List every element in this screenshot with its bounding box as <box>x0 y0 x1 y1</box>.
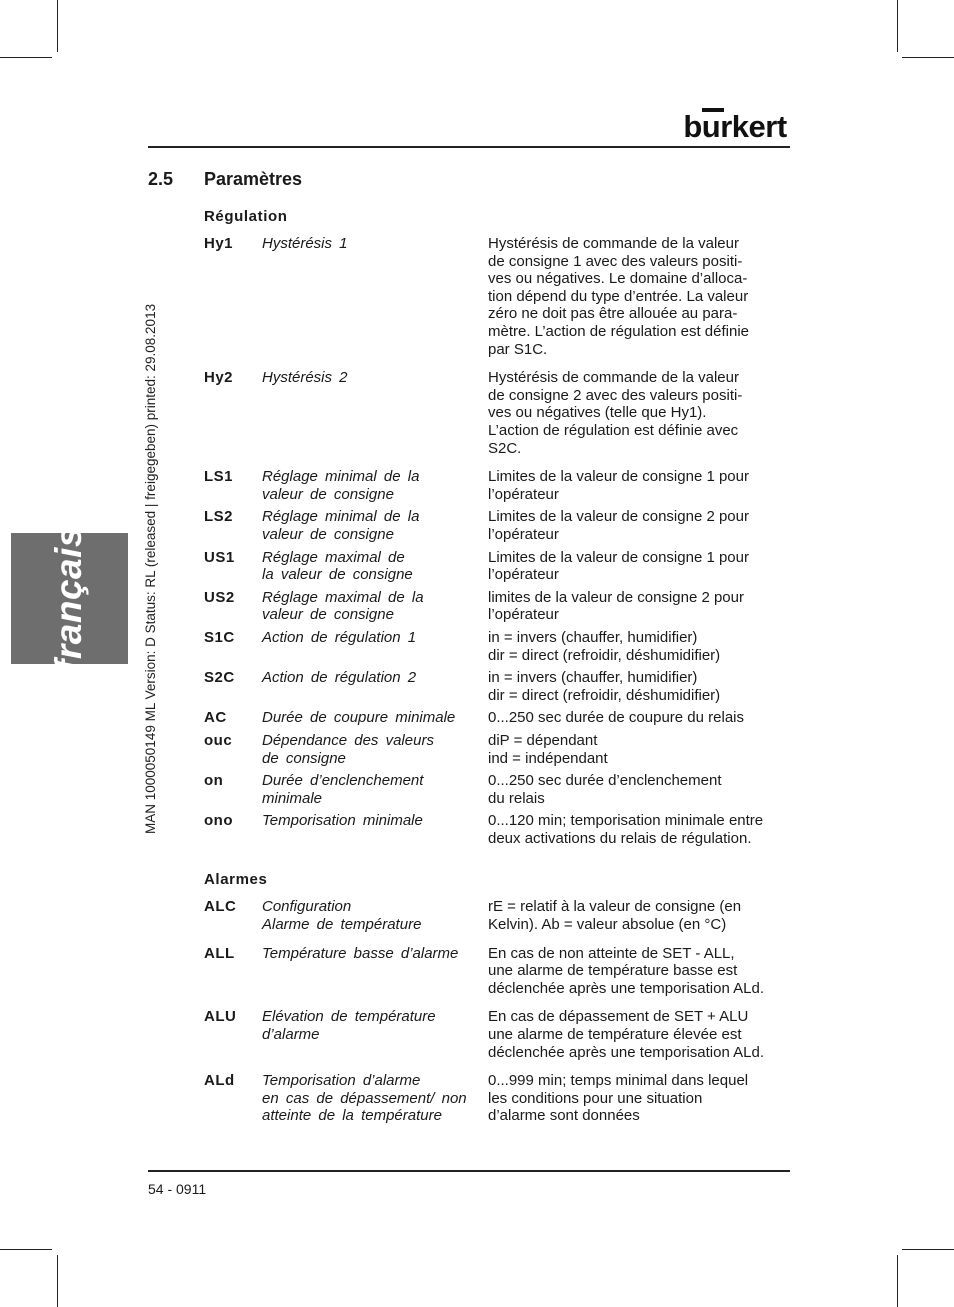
parameter-name-line: Réglage maximal de <box>262 548 405 566</box>
parameter-name-line: Temporisation minimale <box>262 812 423 830</box>
parameter-name-line: minimale <box>262 789 323 807</box>
parameter-name-line: Elévation de température <box>262 1008 436 1026</box>
crop-mark <box>897 0 898 52</box>
parameter-name-line: Hystérésis 1 <box>262 235 348 252</box>
parameter-description-line: zéro ne doit pas être allouée au para- <box>488 305 738 323</box>
parameter-name <box>262 709 487 727</box>
parameter-description-line: in = invers (chauffer, humidifier) <box>488 628 698 646</box>
parameter-description <box>488 898 790 933</box>
parameter-description-line: Hystérésis de commande de la valeur <box>488 369 739 387</box>
parameter-row <box>204 945 794 998</box>
parameter-description-line: L’action de régulation est définie avec <box>488 421 739 439</box>
parameter-row <box>204 669 794 704</box>
parameter-name <box>262 468 487 503</box>
parameter-code: AC <box>204 709 227 727</box>
parameter-name-line: valeur de consigne <box>262 485 394 503</box>
parameter-code: US2 <box>204 588 235 606</box>
parameter-description-line: les conditions pour une situation <box>488 1089 703 1107</box>
parameter-name-line: en cas de dépassement/ non <box>262 1089 467 1107</box>
parameter-description <box>488 235 790 358</box>
parameter-name <box>262 549 487 584</box>
parameter-row <box>204 369 794 457</box>
parameter-code: ALC <box>204 898 237 916</box>
parameter-code: ALL <box>204 944 235 962</box>
parameter-description-line: rE = relatif à la valeur de consigne (en <box>488 898 742 916</box>
parameter-description <box>488 589 790 624</box>
parameter-row <box>204 629 794 664</box>
parameter-description-line: 0...250 sec durée d’enclenchement <box>488 772 722 790</box>
parameter-code: on <box>204 772 224 790</box>
parameter-description-line: dir = direct (refroidir, déshumidifier) <box>488 686 721 704</box>
crop-mark <box>902 1249 954 1250</box>
parameter-name <box>262 589 487 624</box>
parameter-name-line: Action de régulation 2 <box>262 669 417 687</box>
burkert-logo <box>680 108 790 140</box>
parameter-name <box>262 508 487 543</box>
parameter-description-line: l’opérateur <box>488 606 559 624</box>
parameter-name-line: Température basse d’alarme <box>262 944 459 962</box>
parameter-description-line: Kelvin). Ab = valeur absolue (en °C) <box>488 916 727 934</box>
parameter-description-line: du relais <box>488 789 545 807</box>
parameter-name <box>262 898 487 933</box>
parameter-description <box>488 508 790 543</box>
parameter-name-line: Hystérésis 2 <box>262 369 348 387</box>
footer-rule <box>148 1170 790 1172</box>
parameter-description <box>488 629 790 664</box>
parameter-name <box>262 369 487 387</box>
parameter-description-line: ind = indépendant <box>488 749 608 767</box>
parameter-row <box>204 1072 794 1125</box>
parameter-description-line: de consigne 1 avec des valeurs positi- <box>488 252 743 270</box>
parameter-description <box>488 549 790 584</box>
parameter-description-line: deux activations du relais de régulation. <box>488 829 752 847</box>
parameter-code: LS1 <box>204 468 234 486</box>
parameter-name-line: la valeur de consigne <box>262 566 413 584</box>
parameter-name-line: Action de régulation 1 <box>262 628 417 646</box>
parameter-name <box>262 235 487 253</box>
parameter-description-line: 0...250 sec durée de coupure du relais <box>488 709 745 727</box>
parameter-description-line: diP = dépendant <box>488 731 598 749</box>
parameter-code: ono <box>204 812 233 830</box>
parameter-code: Hy1 <box>204 235 234 252</box>
parameter-name <box>262 1008 487 1043</box>
parameter-row <box>204 898 794 933</box>
parameter-row <box>204 549 794 584</box>
parameter-name-line: Durée d’enclenchement <box>262 772 424 790</box>
parameter-description-line: 0...120 min; temporisation minimale entre <box>488 812 764 830</box>
parameter-name <box>262 1072 487 1125</box>
parameter-description <box>488 772 790 807</box>
language-tab <box>11 526 128 672</box>
parameter-description <box>488 732 790 767</box>
parameter-name-line: d’alarme <box>262 1026 320 1044</box>
parameter-description-line: par S1C. <box>488 340 548 358</box>
parameter-description <box>488 1008 790 1061</box>
parameter-code: ALd <box>204 1072 235 1090</box>
parameter-description-line: une alarme de température élevée est <box>488 1026 742 1044</box>
parameter-row <box>204 468 794 503</box>
parameter-code: ALU <box>204 1008 237 1026</box>
parameter-row <box>204 812 794 847</box>
parameter-name-line: de consigne <box>262 749 346 767</box>
parameter-description-line: Limites de la valeur de consigne 1 pour <box>488 468 749 486</box>
parameter-description-line: ves ou négatives. Le domaine d’alloca- <box>488 270 748 288</box>
parameter-name-line: Durée de coupure minimale <box>262 709 456 727</box>
parameter-description-line: l’opérateur <box>488 525 559 543</box>
parameter-description-line: mètre. L’action de régulation est définie <box>488 322 749 340</box>
parameter-description-line: Limites de la valeur de consigne 1 pour <box>488 548 749 566</box>
crop-mark <box>0 57 52 58</box>
parameter-list <box>204 207 794 1125</box>
parameter-name <box>262 732 487 767</box>
parameter-name <box>262 945 487 963</box>
parameter-description <box>488 812 790 847</box>
parameter-name-line: Dépendance des valeurs <box>262 731 434 749</box>
parameter-description <box>488 369 790 457</box>
parameter-description-line: Hystérésis de commande de la valeur <box>488 235 739 252</box>
group-title: Régulation <box>204 208 288 225</box>
parameter-description-line: En cas de dépassement de SET + ALU <box>488 1008 749 1026</box>
parameter-code: Hy2 <box>204 369 234 387</box>
parameter-description-line: dir = direct (refroidir, déshumidifier) <box>488 646 721 664</box>
parameter-description-line: limites de la valeur de consigne 2 pour <box>488 588 744 606</box>
parameter-description-line: de consigne 2 avec des valeurs positi- <box>488 386 743 404</box>
parameter-name-line: valeur de consigne <box>262 525 394 543</box>
parameter-name <box>262 772 487 807</box>
crop-mark <box>57 1255 58 1307</box>
parameter-code: S2C <box>204 669 235 687</box>
language-tab-label: français <box>48 526 89 672</box>
parameter-description-line: l’opérateur <box>488 485 559 503</box>
parameter-name-line: Réglage maximal de la <box>262 588 424 606</box>
parameter-description-line: déclenchée après une temporisation ALd. <box>488 979 765 997</box>
parameter-row <box>204 709 794 727</box>
parameter-row <box>204 235 794 358</box>
crop-mark <box>57 0 58 52</box>
parameter-description <box>488 1072 790 1125</box>
parameter-name <box>262 629 487 647</box>
parameter-description-line: 0...999 min; temps minimal dans lequel <box>488 1072 749 1090</box>
parameter-row <box>204 732 794 767</box>
parameter-row <box>204 772 794 807</box>
parameter-description-line: in = invers (chauffer, humidifier) <box>488 669 698 687</box>
parameter-name-line: Alarme de température <box>262 916 422 934</box>
document-meta: MAN 1000050149 ML Version: D Status: RL (released | freigegeben) printed: 29.08.2013 <box>143 303 158 834</box>
crop-mark <box>902 57 954 58</box>
header-rule <box>148 146 790 148</box>
parameter-description-line: une alarme de température basse est <box>488 962 738 980</box>
parameter-description-line: ves ou négatives (telle que Hy1). <box>488 404 707 422</box>
section-title: Paramètres <box>204 169 303 189</box>
parameter-description-line: l’opérateur <box>488 566 559 584</box>
parameter-name-line: atteinte de la température <box>262 1107 442 1125</box>
parameter-name-line: Temporisation d’alarme <box>262 1072 421 1090</box>
group-title: Alarmes <box>204 871 268 889</box>
parameter-description <box>488 468 790 503</box>
parameter-row <box>204 508 794 543</box>
parameter-description-line: Limites de la valeur de consigne 2 pour <box>488 508 749 526</box>
crop-mark <box>897 1255 898 1307</box>
parameter-code: S1C <box>204 628 235 646</box>
parameter-code: US1 <box>204 548 235 566</box>
parameter-row <box>204 1008 794 1061</box>
parameter-row <box>204 589 794 624</box>
section-number: 2.5 <box>148 169 174 189</box>
parameter-name-line: Réglage minimal de la <box>262 468 420 486</box>
parameter-description <box>488 709 790 727</box>
parameter-description <box>488 669 790 704</box>
parameter-name-line: Configuration <box>262 898 352 916</box>
parameter-name-line: Réglage minimal de la <box>262 508 420 526</box>
parameter-name <box>262 812 487 830</box>
parameter-description-line: S2C. <box>488 439 522 457</box>
parameter-description-line: En cas de non atteinte de SET - ALL, <box>488 944 735 962</box>
svg-text:burkert: burkert <box>683 109 787 140</box>
parameter-description-line: tion dépend du type d’entrée. La valeur <box>488 287 749 305</box>
parameter-name-line: valeur de consigne <box>262 606 394 624</box>
parameter-description-line: d’alarme sont données <box>488 1107 640 1125</box>
parameter-code: ouc <box>204 731 233 749</box>
crop-mark <box>0 1249 52 1250</box>
parameter-description <box>488 945 790 998</box>
parameter-code: LS2 <box>204 508 234 526</box>
parameter-description-line: déclenchée après une temporisation ALd. <box>488 1043 765 1061</box>
page-number: 54 - 0911 <box>148 1181 207 1197</box>
parameter-name <box>262 669 487 687</box>
